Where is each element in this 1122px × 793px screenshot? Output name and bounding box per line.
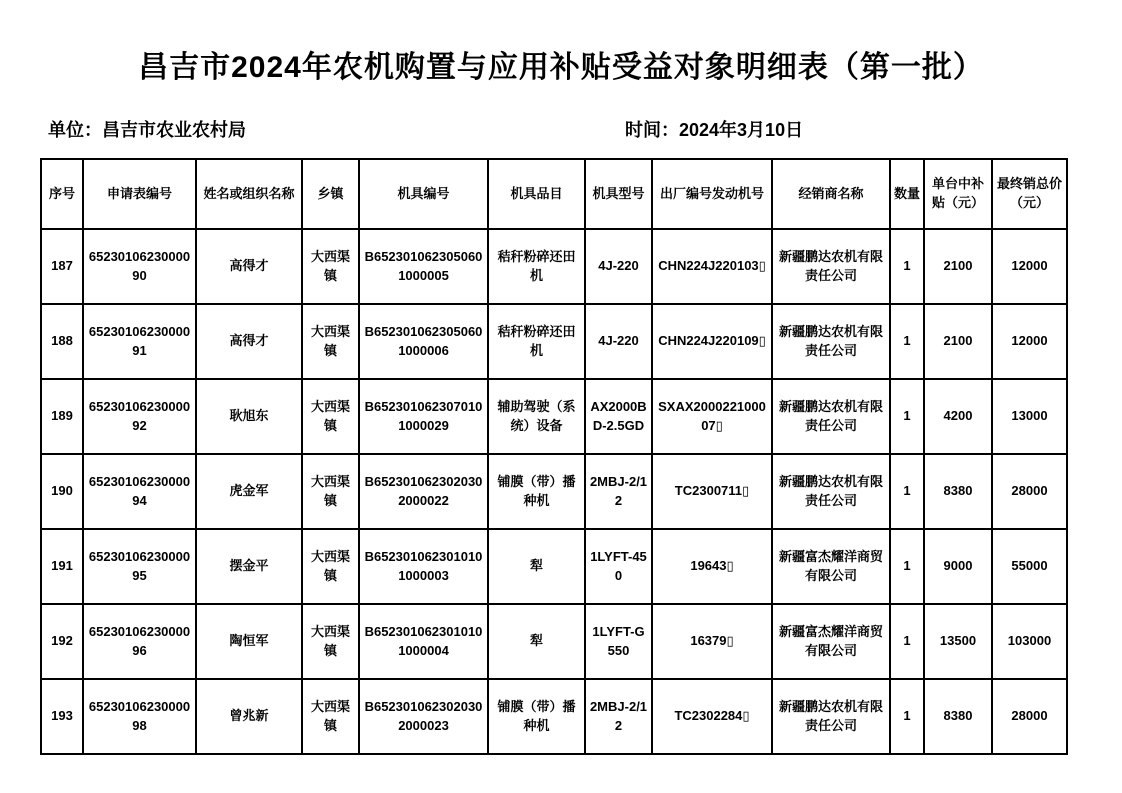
table-cell: B6523010623010101000004 bbox=[359, 604, 488, 679]
table-cell: 4J-220 bbox=[585, 229, 652, 304]
table-cell: 12000 bbox=[992, 304, 1067, 379]
page-title: 昌吉市2024年农机购置与应用补贴受益对象明细表（第一批） bbox=[138, 51, 984, 84]
table-cell: 2100 bbox=[924, 304, 992, 379]
table-cell: 1LYFT-G550 bbox=[585, 604, 652, 679]
table-cell: 新疆鹏达农机有限责任公司 bbox=[772, 304, 890, 379]
table-cell: B6523010623070101000029 bbox=[359, 379, 488, 454]
table-cell: 陶恒军 bbox=[196, 604, 302, 679]
table-cell: 192 bbox=[41, 604, 83, 679]
column-header: 数量 bbox=[890, 159, 924, 229]
table-cell: 大西渠镇 bbox=[302, 304, 359, 379]
table-cell: 曾兆新 bbox=[196, 679, 302, 754]
table-cell: 2MBJ-2/12 bbox=[585, 454, 652, 529]
table-cell: 大西渠镇 bbox=[302, 679, 359, 754]
column-header: 出厂编号发动机号 bbox=[652, 159, 772, 229]
column-header: 姓名或组织名称 bbox=[196, 159, 302, 229]
table-cell: 新疆鹏达农机有限责任公司 bbox=[772, 379, 890, 454]
column-header: 最终销总价（元） bbox=[992, 159, 1067, 229]
column-header: 机具型号 bbox=[585, 159, 652, 229]
table-cell: 1LYFT-450 bbox=[585, 529, 652, 604]
table-cell: B6523010623010101000003 bbox=[359, 529, 488, 604]
meta-row bbox=[0, 116, 1122, 142]
column-header: 机具品目 bbox=[488, 159, 585, 229]
table-cell: 新疆鹏达农机有限责任公司 bbox=[772, 679, 890, 754]
table-row bbox=[41, 379, 1067, 454]
table-cell: 犁 bbox=[488, 529, 585, 604]
table-cell: 8380 bbox=[924, 454, 992, 529]
table-cell: 190 bbox=[41, 454, 83, 529]
column-header: 乡镇 bbox=[302, 159, 359, 229]
table-cell: 1 bbox=[890, 379, 924, 454]
table-cell: 大西渠镇 bbox=[302, 229, 359, 304]
table-cell: 6523010623000091 bbox=[83, 304, 196, 379]
table-cell: 28000 bbox=[992, 679, 1067, 754]
table-cell: 新疆富杰耀洋商贸有限公司 bbox=[772, 529, 890, 604]
unit-label: 单位：昌吉市农业农村局 bbox=[48, 120, 246, 140]
table-cell: 6523010623000098 bbox=[83, 679, 196, 754]
table-cell: 193 bbox=[41, 679, 83, 754]
table-row bbox=[41, 604, 1067, 679]
table-cell: 新疆富杰耀洋商贸有限公司 bbox=[772, 604, 890, 679]
table-cell: 新疆鹏达农机有限责任公司 bbox=[772, 454, 890, 529]
table-cell: SXAX200022100007▯ bbox=[652, 379, 772, 454]
table-cell: AX2000BD-2.5GD bbox=[585, 379, 652, 454]
table-header-row bbox=[41, 159, 1067, 229]
table-cell: 6523010623000092 bbox=[83, 379, 196, 454]
column-header: 序号 bbox=[41, 159, 83, 229]
table-cell: 6523010623000095 bbox=[83, 529, 196, 604]
table-cell: 大西渠镇 bbox=[302, 454, 359, 529]
table-cell: 4200 bbox=[924, 379, 992, 454]
table-cell: 耿旭东 bbox=[196, 379, 302, 454]
table-cell: 8380 bbox=[924, 679, 992, 754]
column-header: 经销商名称 bbox=[772, 159, 890, 229]
table-cell: 高得才 bbox=[196, 304, 302, 379]
table-cell: 6523010623000090 bbox=[83, 229, 196, 304]
column-header: 申请表编号 bbox=[83, 159, 196, 229]
table-cell: 秸秆粉碎还田机 bbox=[488, 229, 585, 304]
table-cell: 1 bbox=[890, 454, 924, 529]
table-cell: 6523010623000096 bbox=[83, 604, 196, 679]
table-cell: B6523010623050601000006 bbox=[359, 304, 488, 379]
table-cell: 2MBJ-2/12 bbox=[585, 679, 652, 754]
table-cell: 188 bbox=[41, 304, 83, 379]
column-header: 机具编号 bbox=[359, 159, 488, 229]
table-cell: 28000 bbox=[992, 454, 1067, 529]
date-label: 时间：2024年3月10日 bbox=[625, 120, 804, 140]
table-cell: 2100 bbox=[924, 229, 992, 304]
table-row bbox=[41, 529, 1067, 604]
table-cell: 1 bbox=[890, 529, 924, 604]
table-cell: 6523010623000094 bbox=[83, 454, 196, 529]
table-cell: 犁 bbox=[488, 604, 585, 679]
table-cell: TC2302284▯ bbox=[652, 679, 772, 754]
table-cell: 187 bbox=[41, 229, 83, 304]
table-row bbox=[41, 304, 1067, 379]
table-cell: 4J-220 bbox=[585, 304, 652, 379]
table-cell: 13500 bbox=[924, 604, 992, 679]
table-cell: 103000 bbox=[992, 604, 1067, 679]
table-cell: 19643▯ bbox=[652, 529, 772, 604]
table-cell: 大西渠镇 bbox=[302, 529, 359, 604]
table-cell: 虎金军 bbox=[196, 454, 302, 529]
table-cell: 1 bbox=[890, 229, 924, 304]
column-header: 单台中补贴（元） bbox=[924, 159, 992, 229]
table-cell: 12000 bbox=[992, 229, 1067, 304]
table-cell: CHN224J220103▯ bbox=[652, 229, 772, 304]
table-cell: 189 bbox=[41, 379, 83, 454]
table-row bbox=[41, 454, 1067, 529]
table-cell: 1 bbox=[890, 679, 924, 754]
table-cell: 铺膜（带）播种机 bbox=[488, 679, 585, 754]
table-row bbox=[41, 679, 1067, 754]
table-cell: 1 bbox=[890, 304, 924, 379]
table-cell: 高得才 bbox=[196, 229, 302, 304]
table-cell: 191 bbox=[41, 529, 83, 604]
table-cell: 摆金平 bbox=[196, 529, 302, 604]
table-cell: CHN224J220109▯ bbox=[652, 304, 772, 379]
subsidy-table bbox=[40, 158, 1068, 755]
table-cell: B6523010623020302000022 bbox=[359, 454, 488, 529]
table-cell: 辅助驾驶（系统）设备 bbox=[488, 379, 585, 454]
table-cell: 铺膜（带）播种机 bbox=[488, 454, 585, 529]
table-cell: 1 bbox=[890, 604, 924, 679]
table-cell: 55000 bbox=[992, 529, 1067, 604]
table-cell: B6523010623020302000023 bbox=[359, 679, 488, 754]
table-cell: 秸秆粉碎还田机 bbox=[488, 304, 585, 379]
table-cell: 9000 bbox=[924, 529, 992, 604]
table-cell: 大西渠镇 bbox=[302, 379, 359, 454]
table-cell: 新疆鹏达农机有限责任公司 bbox=[772, 229, 890, 304]
table-cell: TC2300711▯ bbox=[652, 454, 772, 529]
table-cell: 16379▯ bbox=[652, 604, 772, 679]
table-cell: B6523010623050601000005 bbox=[359, 229, 488, 304]
table-row bbox=[41, 229, 1067, 304]
table-cell: 13000 bbox=[992, 379, 1067, 454]
table-cell: 大西渠镇 bbox=[302, 604, 359, 679]
